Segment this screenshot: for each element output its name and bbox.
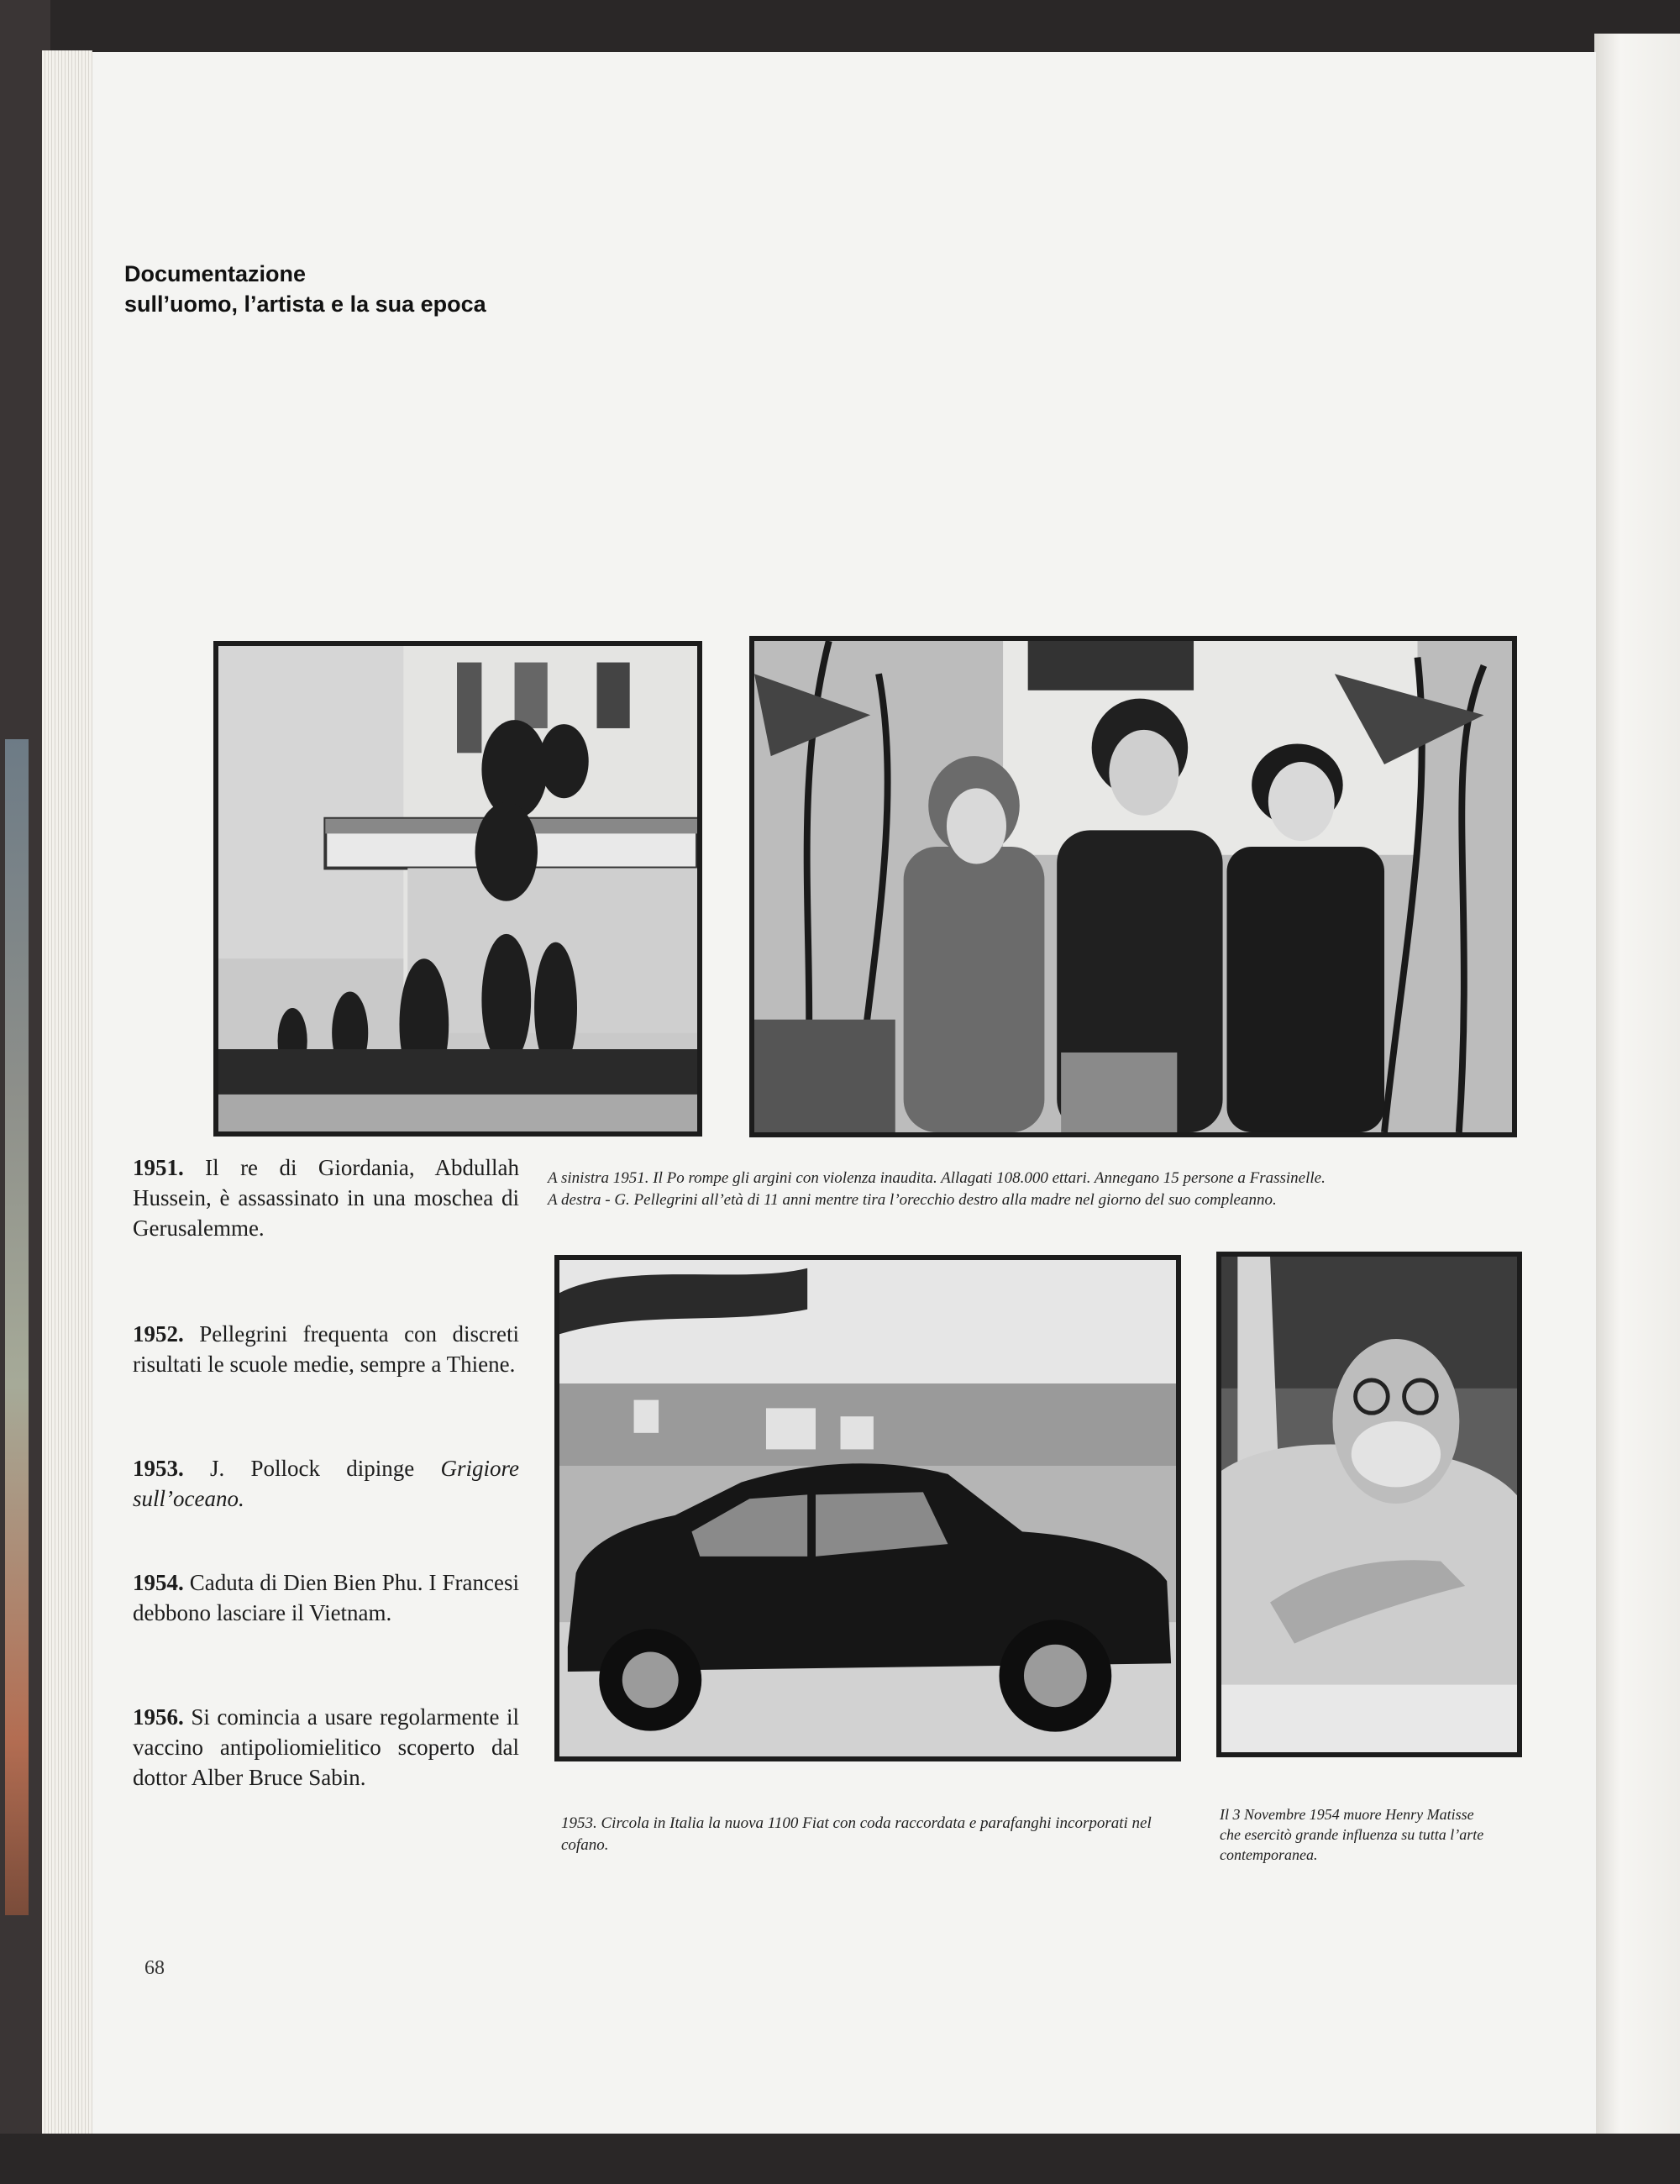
fiat-1100-photo <box>554 1255 1181 1761</box>
page-number: 68 <box>144 1957 165 1979</box>
header-line-1: Documentazione <box>124 261 307 286</box>
caption-flood: A sinistra 1951. Il Po rompe gli argini con violenza inaudita. Allagati 108.000 ettari. Annegano 15 persone a Frassinelle. <box>548 1169 1326 1187</box>
timeline-year: 1952. <box>133 1321 184 1347</box>
timeline-text: Caduta di Dien Bien Phu. I Francesi debbono lasciare il Vietnam. <box>133 1570 519 1625</box>
timeline-1956 <box>133 1702 519 1793</box>
bottom-shadow <box>0 2134 1680 2184</box>
timeline-1954 <box>133 1567 519 1628</box>
timeline-text: Il re di Giordania, Abdullah Hussein, è assassinato in una moschea di Gerusalemme. <box>133 1155 519 1241</box>
timeline-year: 1954. <box>133 1570 184 1595</box>
flood-photo <box>213 641 702 1137</box>
matisse-photo <box>1216 1252 1522 1757</box>
timeline-year: 1953. <box>133 1456 184 1481</box>
header-line-2: sull’uomo, l’artista e la sua epoca <box>124 291 486 317</box>
caption-car: 1953. Circola in Italia la nuova 1100 Fiat con coda raccordata e parafanghi incorporati nel cofano. <box>561 1814 1152 1854</box>
caption-family: A destra - G. Pellegrini all’età di 11 anni mentre tira l’orecchio destro alla madre nel giorno del suo compleanno. <box>548 1191 1277 1209</box>
caption-matisse: Il 3 Novembre 1954 muore Henry Matisse che esercitò grande influenza su tutta l’arte contemporanea. <box>1220 1806 1484 1863</box>
family-photo <box>749 636 1517 1137</box>
section-header <box>124 259 486 319</box>
timeline-year: 1951. <box>133 1155 184 1180</box>
timeline-1952 <box>133 1319 519 1379</box>
cover-image-strip <box>5 739 29 1915</box>
timeline-1951 <box>133 1152 519 1243</box>
book-cover-top <box>0 0 1680 59</box>
page-edges <box>42 50 92 2159</box>
timeline-artwork-title: Grigiore sull’oceano. <box>133 1456 519 1511</box>
timeline-1953 <box>133 1453 519 1514</box>
timeline-text: Pellegrini frequenta con discreti risultati le scuole medie, sempre a Thiene. <box>133 1321 519 1377</box>
timeline-text: Si comincia a usare regolarmente il vaccino antipoliomielitico scoperto dal dottor Alber Bruce Sabin. <box>133 1704 519 1790</box>
timeline-text: J. Pollock dipinge <box>183 1456 441 1481</box>
timeline-year: 1956. <box>133 1704 184 1730</box>
facing-page-edge <box>1594 34 1680 2167</box>
